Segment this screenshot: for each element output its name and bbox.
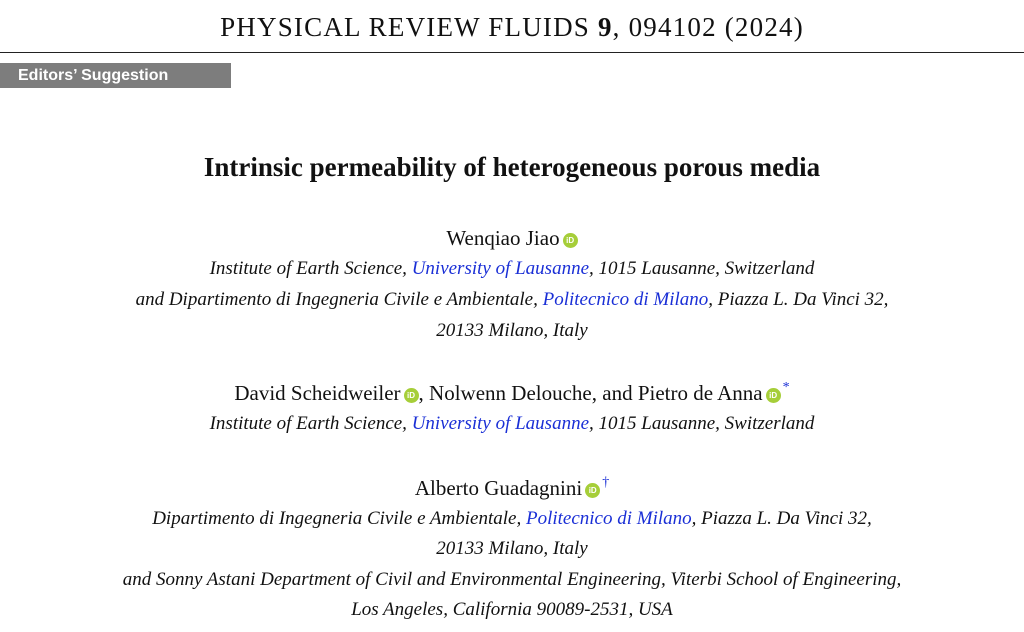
author-line-1 [0, 226, 1024, 251]
affiliation-text: , 1015 Lausanne, Switzerland [589, 413, 815, 434]
author-line-2 [0, 380, 1024, 406]
affiliation-text: and Dipartimento di Ingegneria Civile e Ambientale, [135, 289, 543, 310]
institution-link[interactable]: Politecnico di Milano [542, 289, 709, 310]
affiliation-text: Institute of Earth Science, [209, 258, 412, 279]
affiliation-line: 20133 Milano, Italy [436, 538, 588, 559]
affiliation-text: Dipartimento di Ingegneria Civile e Ambientale, [152, 508, 526, 529]
journal-name: PHYSICAL REVIEW FLUIDS [220, 12, 591, 42]
affiliation-line [0, 258, 1024, 280]
affiliation-line: Los Angeles, California 90089-2531, USA [351, 599, 673, 620]
affiliation-text: , 1015 Lausanne, Switzerland [589, 258, 815, 279]
affiliation-line [0, 413, 1024, 435]
institution-link[interactable]: University of Lausanne [411, 258, 590, 279]
journal-volume: 9 [597, 12, 613, 42]
affiliation-text: , Piazza L. Da Vinci 32, [691, 508, 872, 529]
affiliation-line [0, 508, 1024, 530]
affiliation-text: Institute of Earth Science, [209, 413, 412, 434]
affiliation-line: 20133 Milano, Italy [436, 320, 588, 341]
footnote-mark[interactable]: † [602, 475, 610, 490]
journal-citation: , 094102 (2024) [612, 12, 804, 42]
orcid-icon[interactable]: iD [585, 483, 600, 498]
journal-header [0, 12, 1024, 43]
affiliation-line: and Sonny Astani Department of Civil and Environmental Engineering, Viterbi School of Engineering, [122, 569, 902, 590]
author-names: , Nolwenn Delouche, and Pietro de Anna [418, 381, 763, 405]
orcid-icon[interactable]: iD [766, 388, 781, 403]
institution-link[interactable]: Politecnico di Milano [525, 508, 692, 529]
institution-link[interactable]: University of Lausanne [411, 413, 590, 434]
author-line-3 [0, 475, 1024, 501]
editors-suggestion-badge: Editors’ Suggestion [0, 63, 231, 88]
orcid-icon[interactable]: iD [404, 388, 419, 403]
header-rule [0, 52, 1024, 53]
author-name: David Scheidweiler [234, 381, 401, 405]
affiliation-line [0, 289, 1024, 311]
author-name: Alberto Guadagnini [414, 476, 583, 500]
paper-title: Intrinsic permeability of heterogeneous porous media [203, 152, 821, 182]
affiliation-text: , Piazza L. Da Vinci 32, [708, 289, 889, 310]
orcid-icon[interactable]: iD [563, 233, 578, 248]
footnote-mark[interactable]: * [782, 380, 790, 395]
author-name: Wenqiao Jiao [446, 226, 560, 250]
